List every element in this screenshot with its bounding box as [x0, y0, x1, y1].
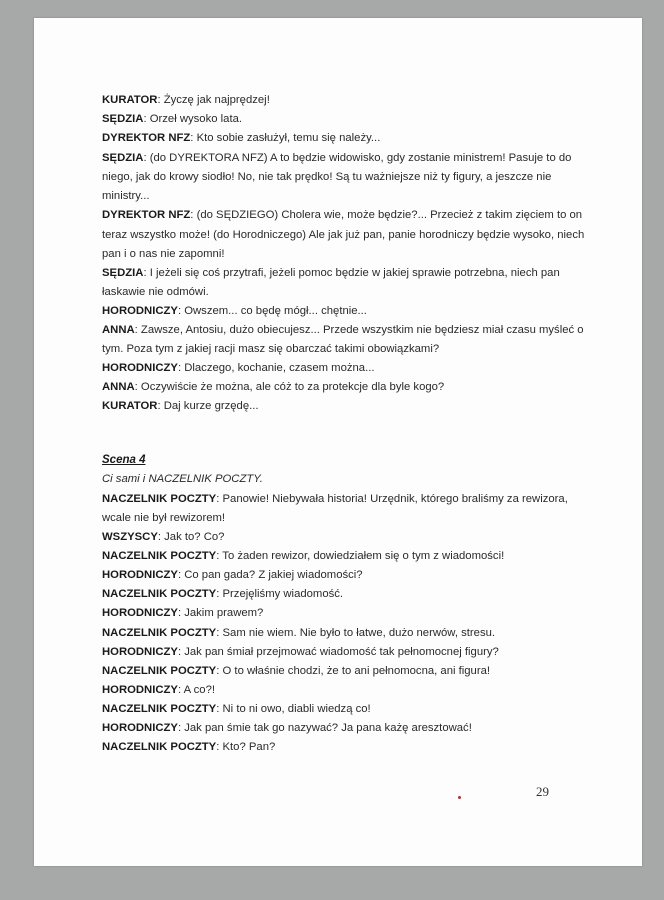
dialogue-line — [102, 324, 584, 336]
speaker-name: HORODNICZY — [102, 646, 178, 658]
dialogue-text: : Orzeł wysoko lata. — [143, 113, 243, 125]
dialogue-text: : Jak pan śmiał przejmować wiadomość tak pełnomocnej figury? — [177, 646, 499, 658]
scene-heading: Scena 4 — [102, 454, 146, 466]
dialogue-text: : (do DYREKTORA NFZ) A to będzie widowisko, gdy zostanie ministrem! Pasuje to do — [143, 152, 572, 164]
speaker-name: WSZYSCY — [102, 531, 158, 543]
speaker-name: HORODNICZY — [102, 305, 178, 317]
dialogue-line — [102, 171, 551, 183]
speaker-name: NACZELNIK POCZTY — [102, 588, 217, 600]
dialogue-text: : Przejęliśmy wiadomość. — [216, 588, 344, 600]
dialogue-text: : Ni to ni owo, diabli wiedzą co! — [216, 703, 371, 715]
dialogue-line — [102, 113, 242, 125]
dialogue-text: teraz wszystko może! (do Horodniczego) Ale jak już pan, panie horodniczy będzie wysoko, niech — [102, 229, 585, 241]
speaker-name: NACZELNIK POCZTY — [102, 703, 217, 715]
dialogue-line — [102, 607, 263, 619]
dialogue-text: : Sam nie wiem. Nie było to łatwe, dużo nerwów, stresu. — [216, 627, 496, 639]
dialogue-line — [102, 190, 150, 202]
dialogue-line — [102, 722, 472, 734]
speaker-name: HORODNICZY — [102, 722, 178, 734]
dialogue-text: niego, jak do krowy siodło! No, nie tak prędko! Są tu ważniejsze niż ty figury, a jeszcze nie — [102, 171, 552, 183]
dialogue-line — [102, 381, 444, 393]
dialogue-line — [102, 248, 224, 260]
dialogue-text: : To żaden rewizor, dowiedziałem się o tym z wiadomości! — [216, 550, 505, 562]
dialogue-text: tym. Poza tym z jakiej racji masz się obarczać takimi obowiązkami? — [102, 343, 440, 355]
dialogue-line — [102, 550, 504, 562]
dialogue-line — [102, 569, 363, 581]
dialogue-text: wcale nie był rewizorem! — [102, 512, 226, 524]
dialogue-line — [102, 741, 275, 753]
dialogue-line — [102, 400, 259, 412]
dialogue-text: : (do SĘDZIEGO) Cholera wie, może będzie?... Przecież z takim zięciem to on — [190, 209, 583, 221]
dialogue-line — [102, 588, 343, 600]
speaker-name: NACZELNIK POCZTY — [102, 550, 217, 562]
speaker-name: HORODNICZY — [102, 569, 178, 581]
speaker-name: ANNA — [102, 381, 135, 393]
dialogue-line — [102, 209, 582, 221]
dialogue-text: ministry... — [102, 190, 150, 202]
dialogue-text: : Daj kurze grzędę... — [157, 400, 259, 412]
speaker-name: SĘDZIA — [102, 267, 144, 279]
ink-speck-dot — [458, 796, 461, 799]
speaker-name: DYREKTOR NFZ — [102, 209, 191, 221]
speaker-name: KURATOR — [102, 94, 158, 106]
dialogue-line — [102, 493, 568, 505]
speaker-name: SĘDZIA — [102, 152, 144, 164]
speaker-name: DYREKTOR NFZ — [102, 132, 191, 144]
dialogue-line — [102, 152, 571, 164]
speaker-name: NACZELNIK POCZTY — [102, 493, 217, 505]
speaker-name: ANNA — [102, 324, 135, 336]
dialogue-text: : Oczywiście że można, ale cóż to za protekcje dla byle kogo? — [134, 381, 445, 393]
dialogue-line — [102, 512, 225, 524]
page-number: 29 — [536, 784, 549, 799]
dialogue-text: : I jeżeli się coś przytrafi, jeżeli pomoc będzie w jakiej sprawie potrzebna, niech pan — [143, 267, 560, 279]
dialogue-text: : Kto? Pan? — [216, 741, 276, 753]
dialogue-line — [102, 94, 270, 106]
dialogue-line — [102, 646, 499, 658]
dialogue-line — [102, 343, 439, 355]
speaker-name: NACZELNIK POCZTY — [102, 665, 217, 677]
dialogue-text: : Co pan gada? Z jakiej wiadomości? — [177, 569, 363, 581]
dialogue-line — [102, 362, 375, 374]
stage-direction: Ci sami i NACZELNIK POCZTY. — [102, 473, 263, 485]
dialogue-text: pan i o nas nie zapomni! — [102, 248, 225, 260]
document-page — [34, 18, 642, 866]
dialogue-text: : Jak to? Co? — [157, 531, 225, 543]
dialogue-line — [102, 627, 495, 639]
speaker-name: NACZELNIK POCZTY — [102, 741, 217, 753]
dialogue-text: : Jak pan śmie tak go nazywać? Ja pana każę aresztować! — [177, 722, 472, 734]
dialogue-line — [102, 703, 371, 715]
dialogue-text: : Życzę jak najprędzej! — [157, 94, 270, 106]
dialogue-line — [102, 305, 367, 317]
dialogue-text: : Kto sobie zasłużył, temu się należy... — [190, 132, 381, 144]
speaker-name: NACZELNIK POCZTY — [102, 627, 217, 639]
dialogue-text: : Zawsze, Antosiu, dużo obiecujesz... Przede wszystkim nie będziesz miał czasu myśleć o — [134, 324, 584, 336]
dialogue-line — [102, 132, 380, 144]
speaker-name: KURATOR — [102, 400, 158, 412]
speaker-name: HORODNICZY — [102, 607, 178, 619]
dialogue-text: : Jakim prawem? — [177, 607, 264, 619]
dialogue-line — [102, 684, 215, 696]
dialogue-line — [102, 229, 584, 241]
speaker-name: HORODNICZY — [102, 684, 178, 696]
dialogue-line — [102, 267, 560, 279]
dialogue-line — [102, 286, 209, 298]
speaker-name: HORODNICZY — [102, 362, 178, 374]
dialogue-text: : Dlaczego, kochanie, czasem można... — [177, 362, 375, 374]
dialogue-text: : A co?! — [177, 684, 216, 696]
dialogue-text: : Owszem... co będę mógł... chętnie... — [177, 305, 367, 317]
speaker-name: SĘDZIA — [102, 113, 144, 125]
dialogue-text: : Panowie! Niebywała historia! Urzędnik, którego braliśmy za rewizora, — [216, 493, 568, 505]
dialogue-line — [102, 531, 224, 543]
dialogue-line — [102, 665, 490, 677]
dialogue-text: łaskawie nie odmówi. — [102, 286, 209, 298]
dialogue-text: : O to właśnie chodzi, że to ani pełnomocna, ani figura! — [216, 665, 491, 677]
